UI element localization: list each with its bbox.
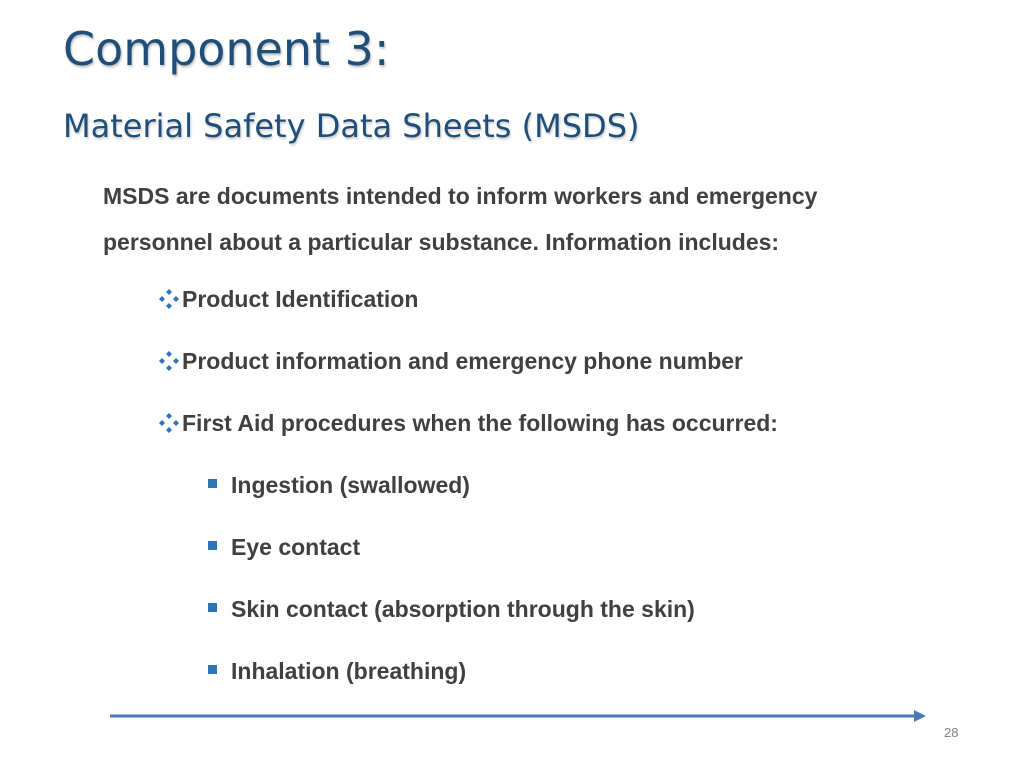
bullet-item (158, 284, 418, 314)
sub-bullet-text: Eye contact (231, 534, 361, 560)
bullet-text: First Aid procedures when the following has occurred: (182, 410, 778, 436)
sub-bullet-item (208, 470, 470, 500)
intro-paragraph (103, 173, 983, 265)
arrow-divider-icon (110, 706, 930, 726)
diamond-bullet-icon (158, 412, 180, 434)
diamond-bullet-icon (158, 288, 180, 310)
square-bullet-icon (208, 479, 217, 488)
bullet-text: Product Identification (182, 286, 419, 312)
sub-bullet-item (208, 532, 360, 562)
slide-subtitle: Material Safety Data Sheets (MSDS) (63, 107, 640, 145)
intro-line: MSDS are documents intended to inform workers and emergency (103, 183, 818, 209)
square-bullet-icon (208, 603, 217, 612)
sub-bullet-text: Ingestion (swallowed) (231, 472, 470, 498)
square-bullet-icon (208, 665, 217, 674)
page-number: 28 (944, 725, 959, 740)
sub-bullet-text: Skin contact (absorption through the skin) (231, 596, 695, 622)
bullet-item (158, 408, 778, 438)
diamond-bullet-icon (158, 350, 180, 372)
square-bullet-icon (208, 541, 217, 550)
sub-bullet-text: Inhalation (breathing) (231, 658, 467, 684)
slide-title: Component 3: (63, 22, 390, 76)
bullet-text: Product information and emergency phone number (182, 348, 744, 374)
intro-line: personnel about a particular substance. Information includes: (103, 229, 780, 255)
bullet-item (158, 346, 743, 376)
sub-bullet-item (208, 656, 466, 686)
sub-bullet-item (208, 594, 695, 624)
